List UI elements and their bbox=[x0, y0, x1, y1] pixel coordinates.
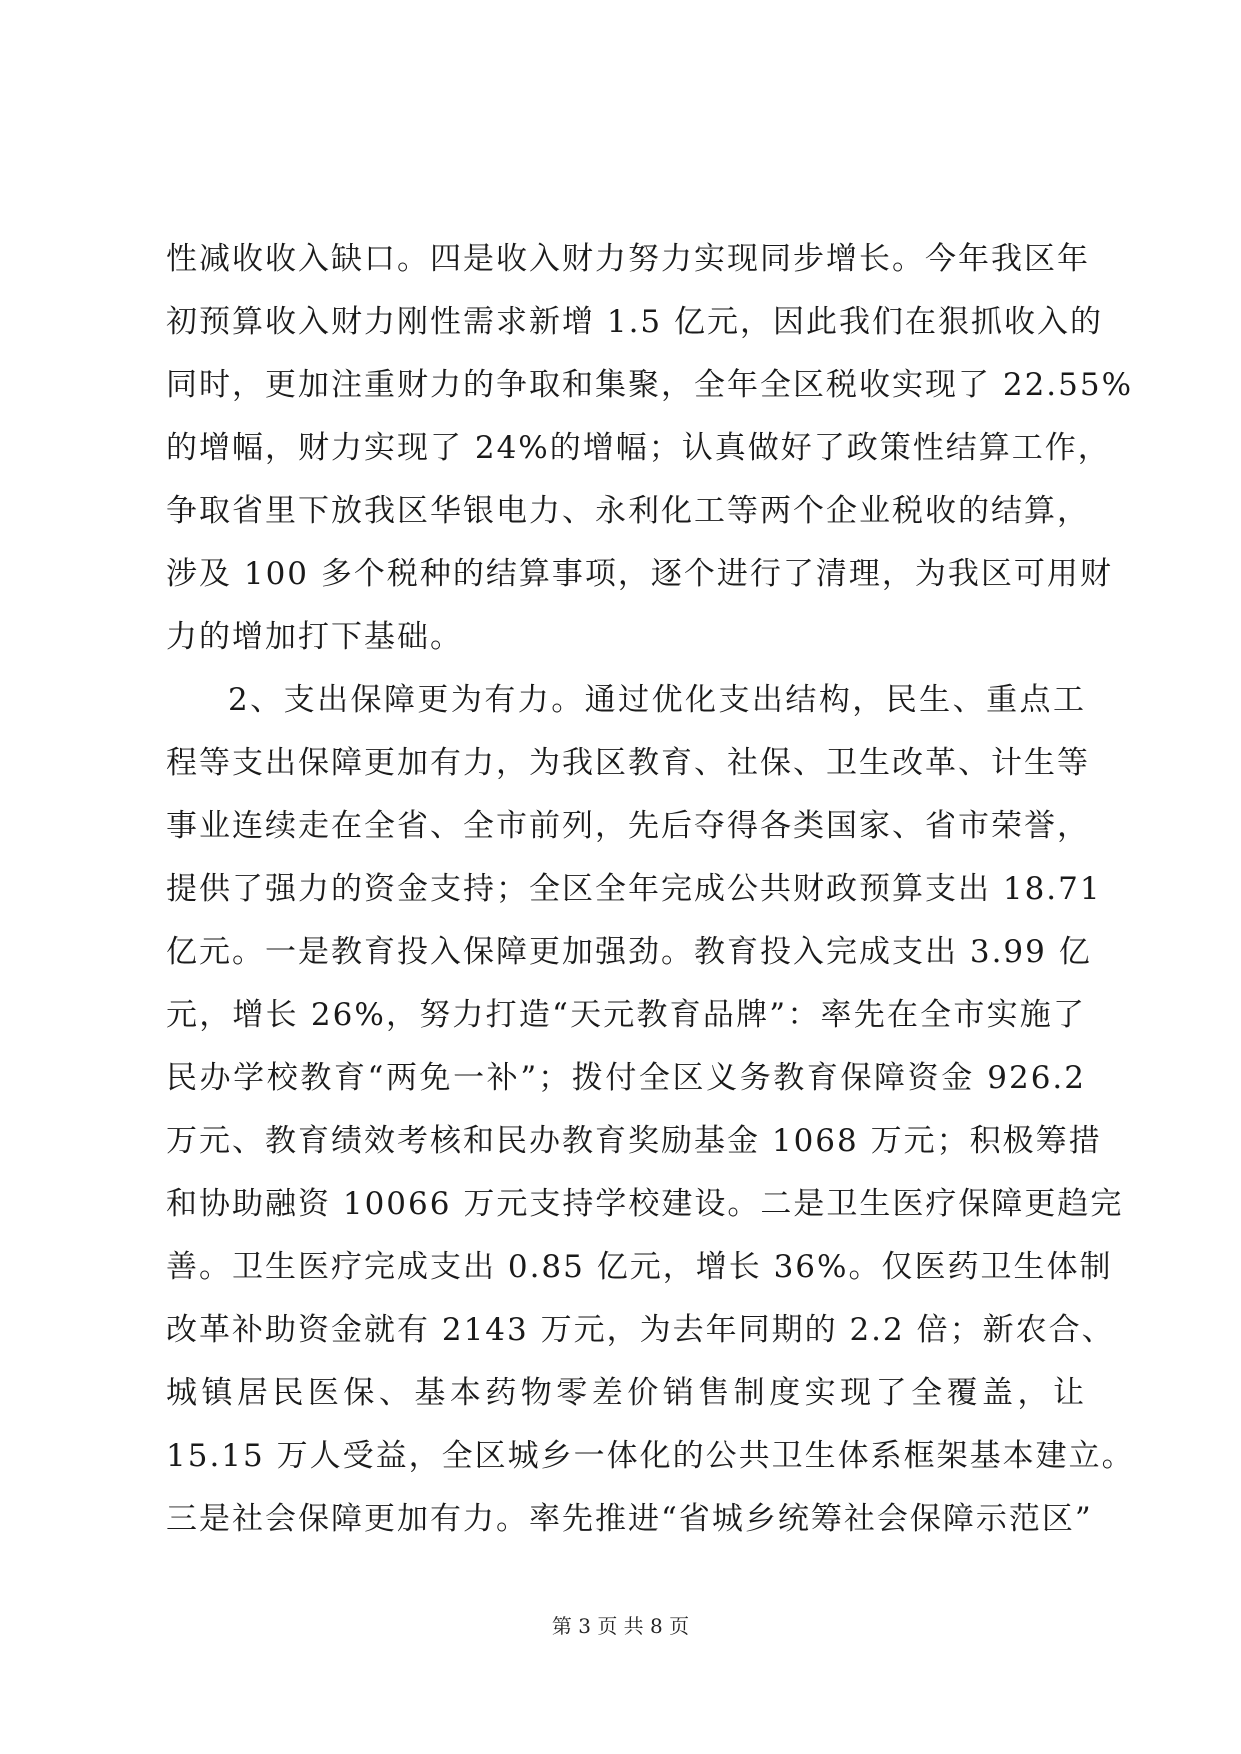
text-line-6: 涉及 100 多个税种的结算事项，逐个进行了清理，为我区可用财 bbox=[166, 556, 1113, 592]
text-line-1: 性减收收入缺口。四是收入财力努力实现同步增长。今年我区年 bbox=[166, 241, 1090, 277]
text-line-18: 改革补助资金就有 2143 万元，为去年同期的 2.2 倍；新农合、 bbox=[166, 1312, 1115, 1348]
text-line-21: 三是社会保障更加有力。率先推进“省城乡统筹社会保障示范区” bbox=[166, 1501, 1093, 1537]
text-line-11: 提供了强力的资金支持；全区全年完成公共财政预算支出 18.71 bbox=[166, 871, 1102, 907]
text-line-15: 万元、教育绩效考核和民办教育奖励基金 1068 万元；积极筹措 bbox=[166, 1123, 1102, 1159]
text-line-9: 程等支出保障更加有力，为我区教育、社保、卫生改革、计生等 bbox=[166, 745, 1090, 781]
text-line-8: 2、支出保障更为有力。通过优化支出结构，民生、重点工 bbox=[228, 682, 1086, 718]
text-line-13: 元，增长 26%，努力打造“天元教育品牌”：率先在全市实施了 bbox=[166, 997, 1086, 1033]
text-line-10: 事业连续走在全省、全市前列，先后夺得各类国家、省市荣誉， bbox=[166, 808, 1090, 844]
text-line-17: 善。卫生医疗完成支出 0.85 亿元，增长 36%。仅医药卫生体制 bbox=[166, 1249, 1113, 1285]
text-line-16: 和协助融资 10066 万元支持学校建设。二是卫生医疗保障更趋完 bbox=[166, 1186, 1124, 1222]
text-line-7: 力的增加打下基础。 bbox=[166, 619, 463, 655]
text-line-4: 的增幅，财力实现了 24%的增幅；认真做好了政策性结算工作， bbox=[166, 430, 1111, 466]
document-body bbox=[166, 228, 1135, 1551]
text-line-3: 同时，更加注重财力的争取和集聚，全年全区税收实现了 22.55% bbox=[166, 367, 1134, 403]
text-line-12: 亿元。一是教育投入保障更加强劲。教育投入完成支出 3.99 亿 bbox=[166, 934, 1092, 970]
text-line-2: 初预算收入财力刚性需求新增 1.5 亿元，因此我们在狠抓收入的 bbox=[166, 304, 1104, 340]
text-line-14: 民办学校教育“两免一补”；拨付全区义务教育保障资金 926.2 bbox=[166, 1060, 1086, 1096]
page-footer: 第 3 页 共 8 页 bbox=[551, 1614, 690, 1638]
text-line-19: 城镇居民医保、基本药物零差价销售制度实现了全覆盖，让 bbox=[166, 1375, 1086, 1411]
text-line-5: 争取省里下放我区华银电力、永利化工等两个企业税收的结算， bbox=[166, 493, 1090, 529]
text-line-20: 15.15 万人受益，全区城乡一体化的公共卫生体系框架基本建立。 bbox=[166, 1438, 1135, 1474]
